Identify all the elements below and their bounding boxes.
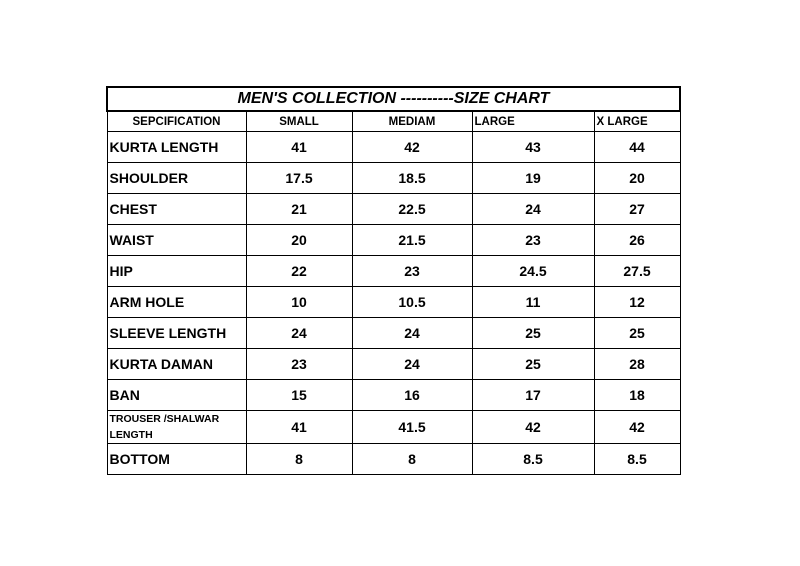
table-row	[107, 132, 680, 163]
header-x-large: X LARGE	[594, 111, 680, 132]
cell-large: 24	[472, 194, 594, 225]
cell-large: 42	[472, 411, 594, 444]
cell-large: 25	[472, 318, 594, 349]
cell-x-large: 8.5	[594, 444, 680, 475]
table-row	[107, 318, 680, 349]
cell-x-large: 12	[594, 287, 680, 318]
cell-small: 8	[246, 444, 352, 475]
cell-large: 25	[472, 349, 594, 380]
row-label: TROUSER /SHALWAR LENGTH	[107, 411, 246, 444]
cell-large: 24.5	[472, 256, 594, 287]
row-label: BOTTOM	[107, 444, 246, 475]
header-row	[107, 111, 680, 132]
cell-medium: 24	[352, 349, 472, 380]
table-row	[107, 349, 680, 380]
cell-x-large: 20	[594, 163, 680, 194]
cell-large: 17	[472, 380, 594, 411]
cell-small: 20	[246, 225, 352, 256]
cell-medium: 42	[352, 132, 472, 163]
cell-large: 8.5	[472, 444, 594, 475]
row-label: SHOULDER	[107, 163, 246, 194]
table-row	[107, 380, 680, 411]
cell-small: 41	[246, 132, 352, 163]
cell-x-large: 42	[594, 411, 680, 444]
header-medium: MEDIAM	[352, 111, 472, 132]
size-chart-title: MEN'S COLLECTION ----------SIZE CHART	[107, 87, 680, 111]
cell-x-large: 26	[594, 225, 680, 256]
title-row	[107, 87, 680, 111]
cell-small: 10	[246, 287, 352, 318]
table-row	[107, 194, 680, 225]
row-label: BAN	[107, 380, 246, 411]
cell-x-large: 28	[594, 349, 680, 380]
cell-x-large: 44	[594, 132, 680, 163]
cell-large: 19	[472, 163, 594, 194]
cell-large: 11	[472, 287, 594, 318]
cell-medium: 24	[352, 318, 472, 349]
table-row	[107, 225, 680, 256]
cell-small: 22	[246, 256, 352, 287]
cell-small: 15	[246, 380, 352, 411]
table-row	[107, 287, 680, 318]
table-row	[107, 411, 680, 444]
cell-x-large: 27.5	[594, 256, 680, 287]
row-label: CHEST	[107, 194, 246, 225]
header-small: SMALL	[246, 111, 352, 132]
cell-small: 41	[246, 411, 352, 444]
cell-large: 23	[472, 225, 594, 256]
cell-small: 24	[246, 318, 352, 349]
cell-medium: 23	[352, 256, 472, 287]
cell-large: 43	[472, 132, 594, 163]
cell-medium: 22.5	[352, 194, 472, 225]
row-label: KURTA LENGTH	[107, 132, 246, 163]
table-row	[107, 444, 680, 475]
table-row	[107, 163, 680, 194]
row-label: SLEEVE LENGTH	[107, 318, 246, 349]
cell-medium: 16	[352, 380, 472, 411]
cell-x-large: 18	[594, 380, 680, 411]
row-label: WAIST	[107, 225, 246, 256]
header-specification: SEPCIFICATION	[107, 111, 246, 132]
cell-medium: 21.5	[352, 225, 472, 256]
header-large: LARGE	[472, 111, 594, 132]
table-row	[107, 256, 680, 287]
cell-medium: 8	[352, 444, 472, 475]
cell-x-large: 27	[594, 194, 680, 225]
cell-medium: 41.5	[352, 411, 472, 444]
cell-medium: 18.5	[352, 163, 472, 194]
row-label: KURTA DAMAN	[107, 349, 246, 380]
row-label: HIP	[107, 256, 246, 287]
cell-small: 17.5	[246, 163, 352, 194]
cell-x-large: 25	[594, 318, 680, 349]
cell-small: 21	[246, 194, 352, 225]
size-chart-table	[106, 86, 681, 475]
cell-small: 23	[246, 349, 352, 380]
row-label: ARM HOLE	[107, 287, 246, 318]
cell-medium: 10.5	[352, 287, 472, 318]
